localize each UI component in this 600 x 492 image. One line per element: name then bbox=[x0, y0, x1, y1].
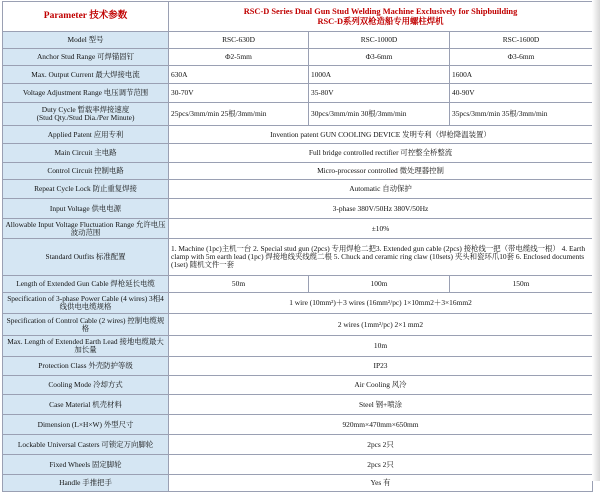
row-power-cable-spec bbox=[3, 293, 593, 314]
row-value: 1. Machine (1pc)主机一台 2. Special stud gun (2pcs) 专用焊枪二把3. Extended gun cable (2pcs) 接枪线一把（带电缆线一根） 4. Earth clamp with 5m earth lead (1pc) 焊接地线夹线缆二根 5. Chuck and ceramic ring claw (10sets) 夹头和瓷环爪10套 6. Enclosed documents (1set) 随机文件一套 bbox=[169, 239, 593, 276]
cell-630d: 630A bbox=[169, 66, 309, 84]
row-extended-gun-cable bbox=[3, 276, 593, 293]
cell-1600d: 1600A bbox=[450, 66, 593, 84]
row-value: 920mm×470mm×650mm bbox=[169, 415, 593, 435]
row-label: Length of Extended Gun Cable 焊枪延长电缆 bbox=[3, 276, 169, 293]
product-title-en: RSC-D Series Dual Gun Stud Welding Machine Exclusively for Shipbuilding bbox=[243, 7, 518, 17]
row-value: Micro-processor controlled 微处理器控制 bbox=[169, 163, 593, 180]
row-applied-patent bbox=[3, 126, 593, 144]
row-label: Allowable Input Voltage Fluctuation Range 允许电压波动范围 bbox=[3, 219, 169, 239]
row-label: Control Circuit 控制电路 bbox=[3, 163, 169, 180]
product-title-cn: RSC-D系列双枪造船专用螺柱焊机 bbox=[317, 16, 444, 26]
row-duty-cycle bbox=[3, 103, 593, 126]
row-label: Voltage Adjustment Range 电压调节范围 bbox=[3, 84, 169, 103]
row-value: ±10% bbox=[169, 219, 593, 239]
row-label: Specification of Control Cable (2 wires) 控制电缆规格 bbox=[3, 314, 169, 336]
row-model bbox=[3, 32, 593, 49]
row-label: Repeat Cycle Lock 防止重复焊接 bbox=[3, 180, 169, 199]
cell-1600d: Φ3-6mm bbox=[450, 49, 593, 66]
cell-1000d: Φ3-6mm bbox=[309, 49, 450, 66]
row-label: Main Circuit 主电路 bbox=[3, 144, 169, 163]
header-row bbox=[3, 2, 593, 32]
row-value: IP23 bbox=[169, 357, 593, 376]
row-value: 2pcs 2只 bbox=[169, 455, 593, 475]
cell-630d: Φ2-5mm bbox=[169, 49, 309, 66]
cell-1000d: 30pcs/3mm/min 30根/3mm/min bbox=[309, 103, 450, 126]
row-label bbox=[3, 103, 169, 126]
parameter-heading: Parameter 技术参数 bbox=[3, 2, 169, 32]
row-lockable-casters bbox=[3, 435, 593, 455]
cell-1000d: 1000A bbox=[309, 66, 450, 84]
row-control-cable-spec bbox=[3, 314, 593, 336]
row-value: Air Cooling 风冷 bbox=[169, 376, 593, 395]
row-input-voltage bbox=[3, 199, 593, 219]
cell-1000d: RSC-1000D bbox=[309, 32, 450, 49]
row-main-circuit bbox=[3, 144, 593, 163]
cell-630d: 30-70V bbox=[169, 84, 309, 103]
row-value: 2pcs 2只 bbox=[169, 435, 593, 455]
row-protection-class bbox=[3, 357, 593, 376]
cell-1600d: 40-90V bbox=[450, 84, 593, 103]
right-edge-shadow bbox=[592, 0, 600, 481]
row-value: Steel 钢+喷涂 bbox=[169, 395, 593, 415]
row-voltage-fluctuation bbox=[3, 219, 593, 239]
row-label: Protection Class 外壳防护等级 bbox=[3, 357, 169, 376]
row-control-circuit bbox=[3, 163, 593, 180]
row-label: Cooling Mode 冷却方式 bbox=[3, 376, 169, 395]
row-label: Anchor Stud Range 可焊锚固钉 bbox=[3, 49, 169, 66]
row-repeat-cycle-lock bbox=[3, 180, 593, 199]
row-value: 2 wires (1mm²/pc) 2×1 mm2 bbox=[169, 314, 593, 336]
parameter-table bbox=[2, 1, 593, 492]
row-cooling-mode bbox=[3, 376, 593, 395]
row-anchor-stud-range bbox=[3, 49, 593, 66]
row-handle bbox=[3, 475, 593, 492]
row-label: Input Voltage 供电电源 bbox=[3, 199, 169, 219]
row-label: Handle 手推把手 bbox=[3, 475, 169, 492]
cell-630d: 25pcs/3mm/min 25根/3mm/min bbox=[169, 103, 309, 126]
row-dimension bbox=[3, 415, 593, 435]
row-earth-lead-length bbox=[3, 336, 593, 357]
row-case-material bbox=[3, 395, 593, 415]
row-value: 1 wire (10mm²)＋3 wires (16mm²/pc) 1×10mm2＋3×16mm2 bbox=[169, 293, 593, 314]
row-voltage-adjustment bbox=[3, 84, 593, 103]
cell-1000d: 35-80V bbox=[309, 84, 450, 103]
row-label-line-1: Duty Cycle 暂载率焊接速度 bbox=[41, 105, 130, 115]
row-label: Specification of 3-phase Power Cable (4 wires) 3相4线供电电缆规格 bbox=[3, 293, 169, 314]
cell-630d: RSC-630D bbox=[169, 32, 309, 49]
row-label: Case Material 机壳材料 bbox=[3, 395, 169, 415]
row-label: Max. Length of Extended Earth Lead 接地电缆最大加长量 bbox=[3, 336, 169, 357]
row-label-line-2: (Stud Qty./Stud Dia./Per Minute) bbox=[36, 113, 135, 122]
row-value: Full bridge controlled rectifier 可控整全桥整流 bbox=[169, 144, 593, 163]
cell-1600d: RSC-1600D bbox=[450, 32, 593, 49]
product-title bbox=[169, 2, 593, 32]
row-label: Lockable Universal Casters 可锁定万向脚轮 bbox=[3, 435, 169, 455]
cell-1600d: 35pcs/3mm/min 35根/3mm/min bbox=[450, 103, 593, 126]
row-label: Max. Output Current 最大焊接电流 bbox=[3, 66, 169, 84]
row-value: 10m bbox=[169, 336, 593, 357]
row-label: Dimension (L×H×W) 外型尺寸 bbox=[3, 415, 169, 435]
row-fixed-wheels bbox=[3, 455, 593, 475]
row-label: Fixed Wheels 固定脚轮 bbox=[3, 455, 169, 475]
row-value: Automatic 自动保护 bbox=[169, 180, 593, 199]
cell-1600d: 150m bbox=[450, 276, 593, 293]
row-standard-outfits bbox=[3, 239, 593, 276]
row-value: Yes 有 bbox=[169, 475, 593, 492]
row-value: Invention patent GUN COOLING DEVICE 发明专利（焊枪降温装置） bbox=[169, 126, 593, 144]
row-max-output-current bbox=[3, 66, 593, 84]
row-value: 3-phase 380V/50Hz 380V/50Hz bbox=[169, 199, 593, 219]
row-label: Model 型号 bbox=[3, 32, 169, 49]
row-label: Standard Outfits 标准配置 bbox=[3, 239, 169, 276]
row-label: Applied Patent 应用专利 bbox=[3, 126, 169, 144]
cell-630d: 50m bbox=[169, 276, 309, 293]
cell-1000d: 100m bbox=[309, 276, 450, 293]
